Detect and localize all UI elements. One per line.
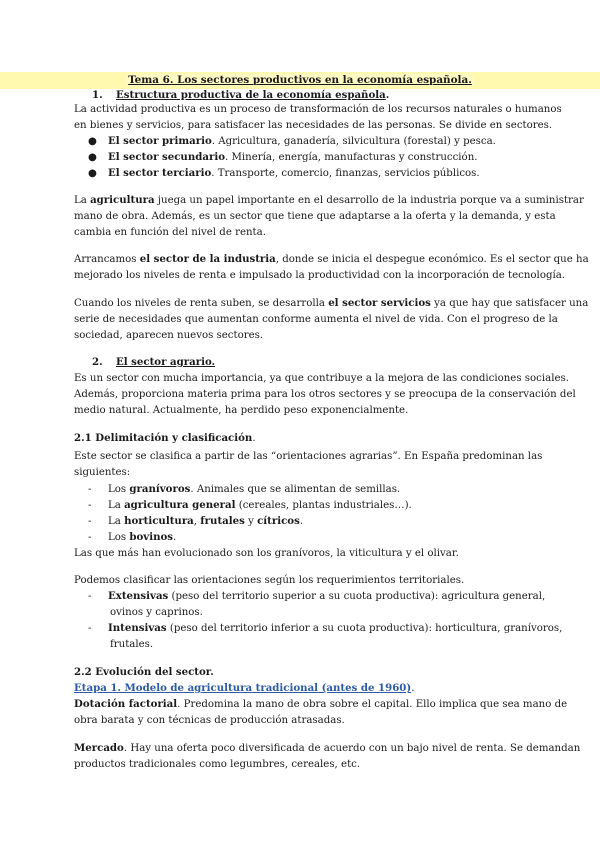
mercado-paragraph-line: Mercado. Hay una oferta poco diversificada de acuerdo con un bajo nivel de renta. Se demandan: [74, 742, 581, 754]
s21-classify-line: Podemos clasificar las orientaciones según los requerimientos territoriales.: [74, 575, 465, 586]
list-item: - Los granívoros. Animales que se alimentan de semillas.: [88, 483, 401, 495]
s2-paragraph-line: Además, proporciona materia prima para los otros sectores y se preocupa de la conservación del: [74, 389, 576, 400]
list-item: - La agricultura general (cereales, plantas industriales…).: [88, 499, 412, 511]
s1-paragraph-line: La actividad productiva es un proceso de transformación de los recursos naturales o humanos: [74, 104, 562, 115]
servicios-paragraph-line: Cuando los niveles de renta suben, se desarrolla el sector servicios ya que hay que satisfacer una: [74, 297, 589, 309]
dotacion-paragraph-line: Dotación factorial. Predomina la mano de obra sobre el capital. Ello implica que sea mano de: [74, 698, 568, 710]
list-item: ● El sector terciario. Transporte, comercio, finanzas, servicios públicos.: [88, 167, 480, 179]
section-1-heading: 1. Estructura productiva de la economía española.: [92, 89, 390, 101]
section-2-1-heading: 2.1 Delimitación y clasificación.: [74, 432, 256, 444]
agricultura-paragraph-line: cambia en función del nivel de renta.: [74, 227, 266, 238]
industria-paragraph-line: mejorado los niveles de renta e impulsado la productividad con la incorporación de tecnología.: [74, 270, 566, 281]
industria-paragraph-line: Arrancamos el sector de la industria, donde se inicia el despegue económico. Es el sector que ha: [74, 253, 589, 265]
list-item: - Los bovinos.: [88, 531, 177, 543]
list-item: - Intensivas (peso del territorio inferior a su cuota productiva): horticultura, granívoros,: [88, 622, 563, 634]
list-item: ● El sector primario. Agricultura, ganadería, silvicultura (forestal) y pesca.: [88, 135, 496, 147]
list-item: - La horticultura, frutales y cítricos.: [88, 515, 304, 527]
s2-paragraph-line: Es un sector con mucha importancia, ya que contribuye a la mejora de las condiciones sociales.: [74, 373, 569, 384]
list-item-continuation: ovinos y caprinos.: [110, 607, 203, 618]
dotacion-paragraph-line: obra barata y con técnicas de producción atrasadas.: [74, 715, 345, 726]
s21-paragraph-line: Este sector se clasifica a partir de las “orientaciones agrarias”. En España predominan las: [74, 451, 543, 462]
s2-paragraph-line: medio natural. Actualmente, ha perdido peso exponencialmente.: [74, 405, 409, 416]
agricultura-paragraph-line: mano de obra. Además, es un sector que tiene que adaptarse a la oferta y la demanda, y esta: [74, 211, 556, 222]
s21-evolution-line: Las que más han evolucionado son los granívoros, la viticultura y el olivar.: [74, 548, 459, 559]
list-item: - Extensivas (peso del territorio superior a su cuota productiva): agricultura general,: [88, 590, 546, 602]
etapa-1-heading: Etapa 1. Modelo de agricultura tradicional (antes de 1960).: [74, 682, 415, 694]
s21-paragraph-line: siguientes:: [74, 467, 131, 478]
list-item-continuation: frutales.: [110, 639, 154, 650]
s1-paragraph-line: en bienes y servicios, para satisfacer las necesidades de las personas. Se divide en sectores.: [74, 120, 553, 131]
servicios-paragraph-line: sociedad, aparecen nuevos sectores.: [74, 330, 264, 341]
agricultura-paragraph-line: La agricultura juega un papel importante en el desarrollo de la industria porque va a suministrar: [74, 194, 584, 206]
list-item: ● El sector secundario. Minería, energía, manufacturas y construcción.: [88, 151, 478, 163]
section-2-heading: 2. El sector agrario.: [92, 356, 216, 368]
section-2-2-heading: 2.2 Evolución del sector.: [74, 666, 214, 678]
servicios-paragraph-line: serie de necesidades que aumentan conforme aumenta el nivel de vida. Con el progreso de la: [74, 314, 558, 325]
mercado-paragraph-line: productos tradicionales como legumbres, cereales, etc.: [74, 759, 361, 770]
document-title: Tema 6. Los sectores productivos en la economía española.: [0, 72, 600, 89]
